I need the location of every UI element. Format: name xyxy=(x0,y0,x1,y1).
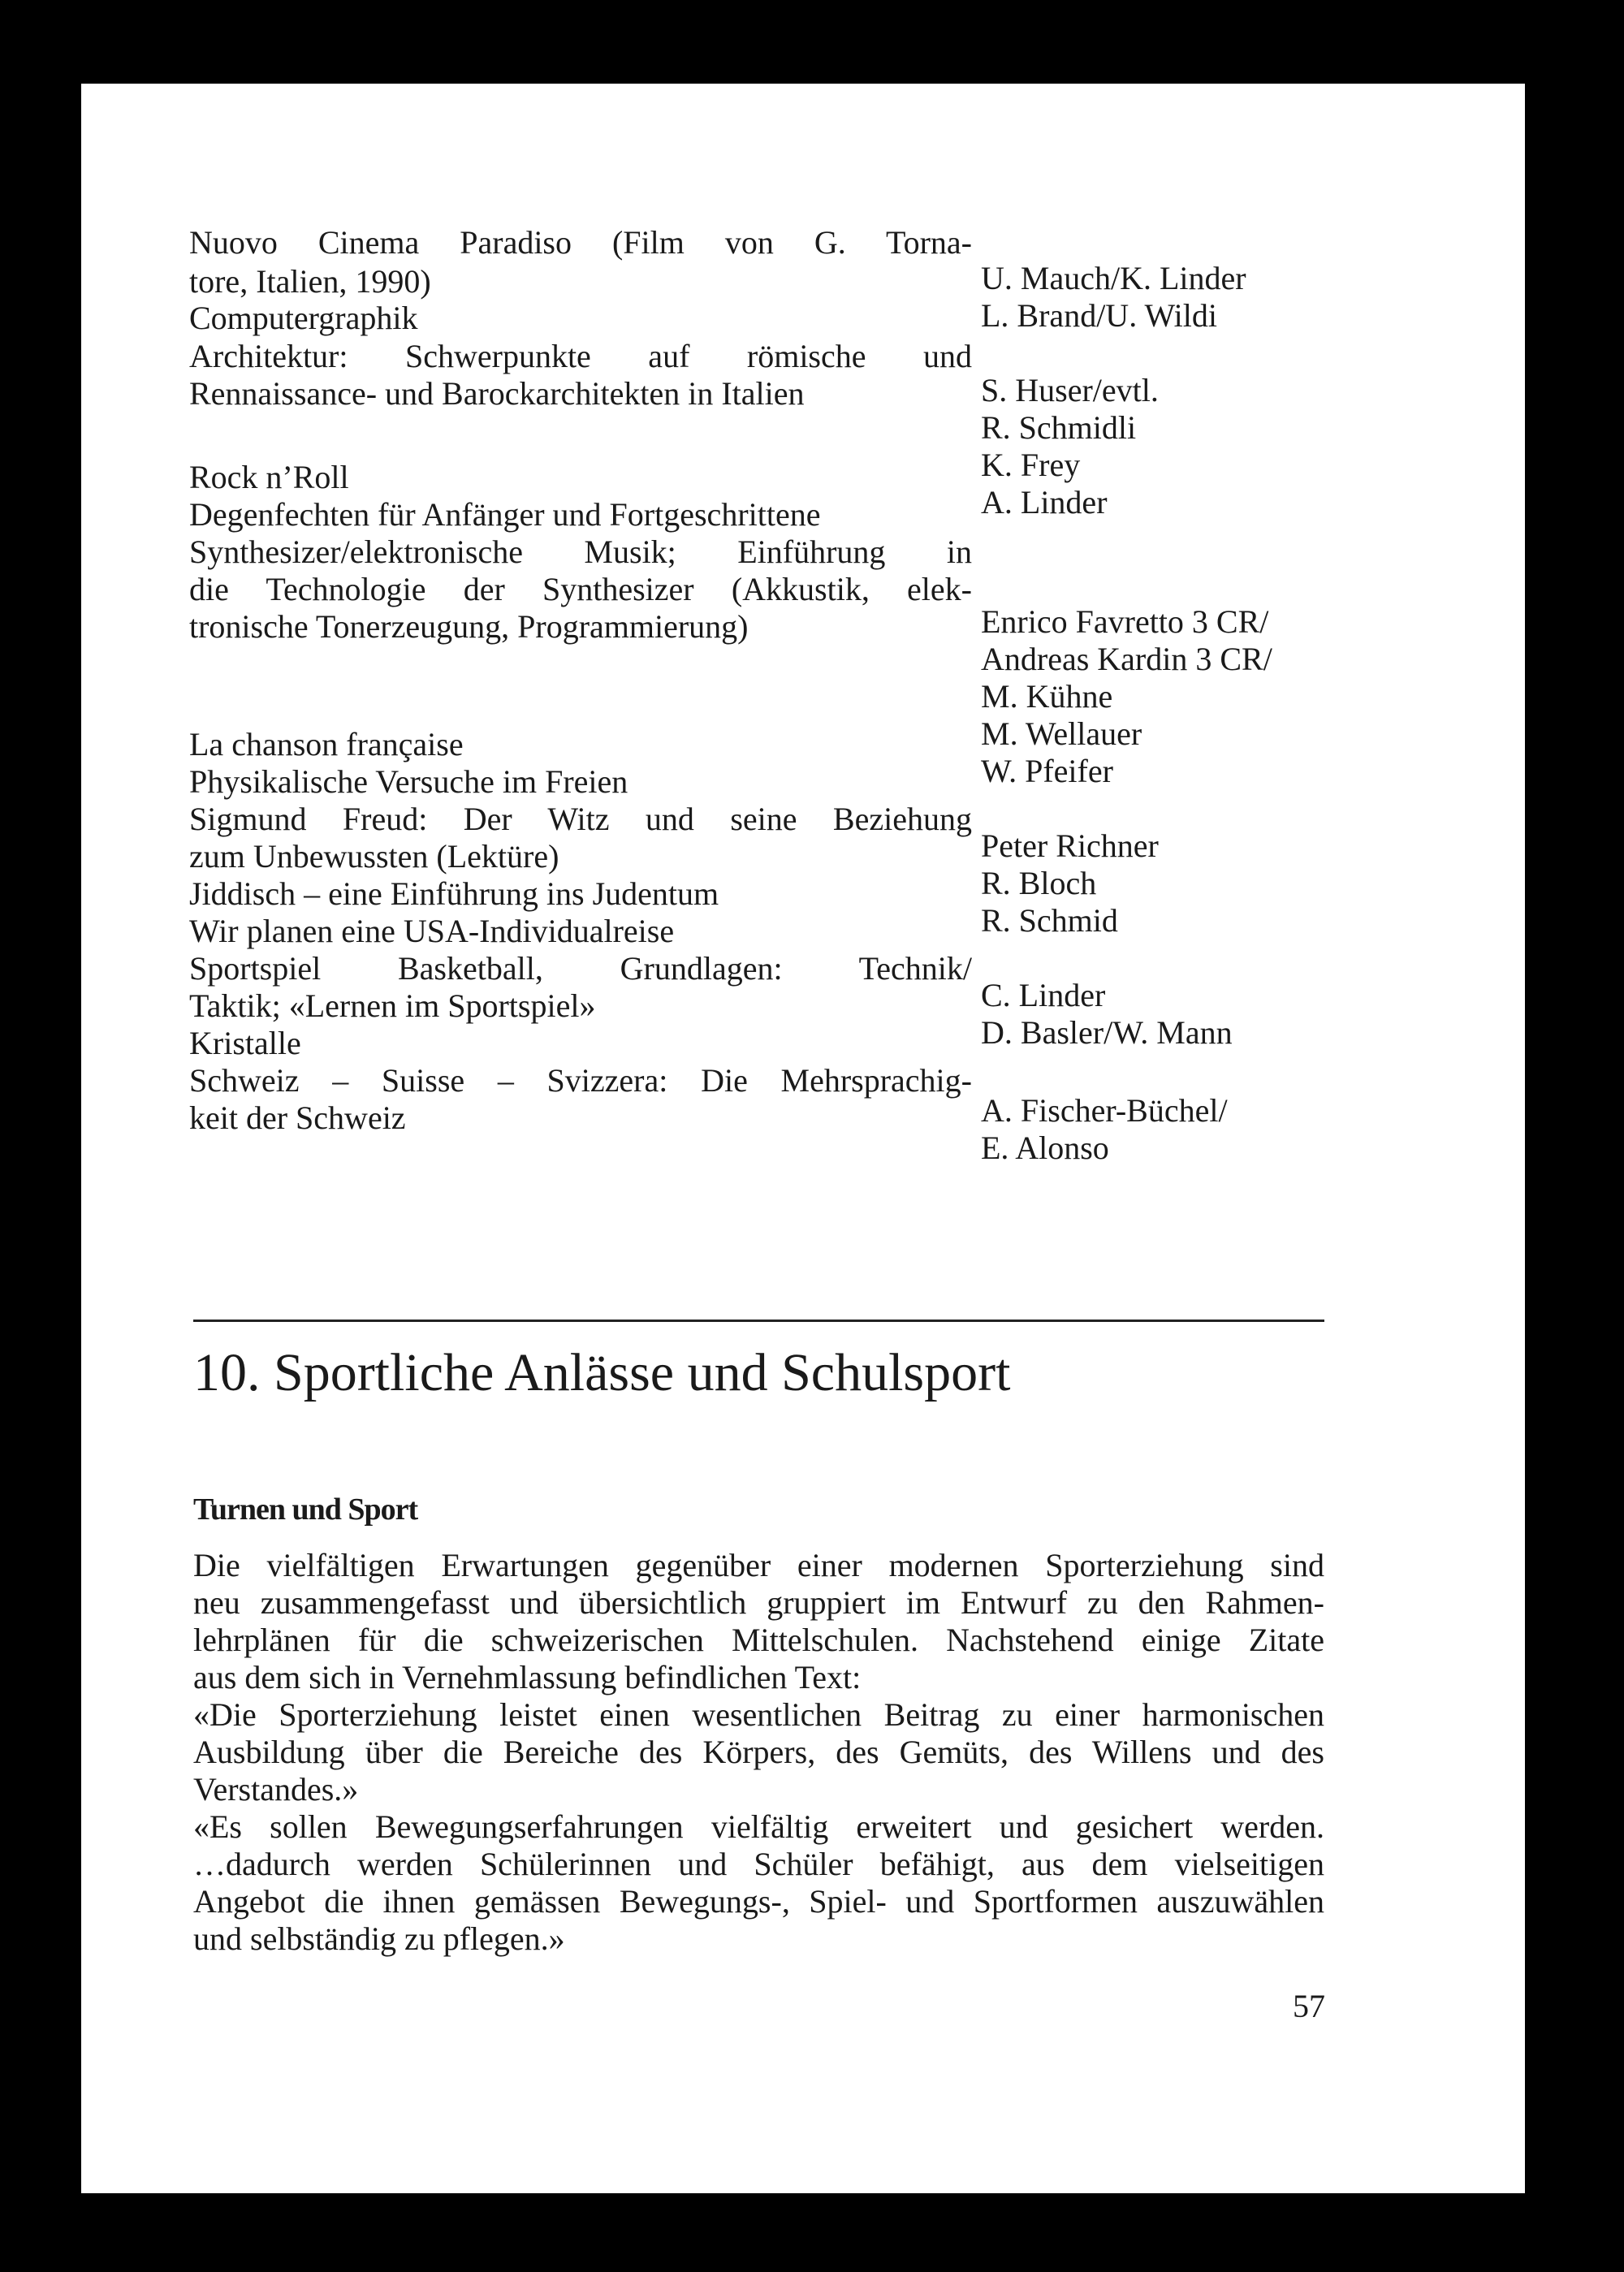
right-line: S. Huser/evtl. xyxy=(981,372,1159,408)
left-line: Taktik; «Lernen im Sportspiel» xyxy=(189,987,596,1024)
right-line: M. Wellauer xyxy=(981,715,1142,752)
left-line: Synthesizer/elektronische Musik; Einführung in xyxy=(189,533,972,570)
left-line: Rock n’Roll xyxy=(189,459,349,495)
paragraph-line: Verstandes.» xyxy=(193,1771,359,1808)
left-line: tore, Italien, 1990) xyxy=(189,263,431,300)
left-line: keit der Schweiz xyxy=(189,1099,406,1136)
right-line: R. Schmid xyxy=(981,902,1118,939)
right-line: A. Fischer-Büchel/ xyxy=(981,1092,1228,1129)
right-line: W. Pfeifer xyxy=(981,753,1113,789)
paragraph-line: Die vielfältigen Erwartungen gegenüber einer modernen Sporterziehung sind xyxy=(193,1547,1324,1583)
left-line: Kristalle xyxy=(189,1025,301,1061)
left-line: Wir planen eine USA-Individualreise xyxy=(189,913,675,949)
paragraph-line: neu zusammengefasst und übersichtlich gruppiert im Entwurf zu den Rahmen- xyxy=(193,1584,1324,1621)
right-line: Peter Richner xyxy=(981,827,1159,864)
left-line: Nuovo Cinema Paradiso (Film von G. Torna- xyxy=(189,224,972,261)
right-line: D. Basler/W. Mann xyxy=(981,1014,1233,1051)
left-line: Computergraphik xyxy=(189,300,418,336)
left-line: Schweiz – Suisse – Svizzera: Die Mehrsprachig- xyxy=(189,1062,972,1099)
left-line: die Technologie der Synthesizer (Akkustik, elek- xyxy=(189,571,972,607)
right-line: M. Kühne xyxy=(981,678,1113,715)
paragraph-line: und selbständig zu pflegen.» xyxy=(193,1920,565,1957)
paragraph-line: Ausbildung über die Bereiche des Körpers, des Gemüts, des Willens und des xyxy=(193,1734,1324,1770)
left-line: Sigmund Freud: Der Witz und seine Beziehung xyxy=(189,801,972,837)
right-line: Andreas Kardin 3 CR/ xyxy=(981,641,1272,677)
left-line: La chanson française xyxy=(189,726,464,762)
document-page xyxy=(81,84,1525,2193)
paragraph-line: aus dem sich in Vernehmlassung befindlichen Text: xyxy=(193,1659,862,1695)
left-line: Architektur: Schwerpunkte auf römische und xyxy=(189,338,972,374)
paragraph-line: «Es sollen Bewegungserfahrungen vielfältig erweitert und gesichert werden. xyxy=(193,1808,1324,1845)
right-line: A. Linder xyxy=(981,484,1108,520)
right-line: R. Bloch xyxy=(981,865,1097,901)
section-divider xyxy=(193,1320,1324,1322)
left-line: Degenfechten für Anfänger und Fortgeschrittene xyxy=(189,496,821,533)
left-line: Jiddisch – eine Einführung ins Judentum xyxy=(189,875,719,912)
left-line: Rennaissance- und Barockarchitekten in Italien xyxy=(189,375,805,412)
right-line: E. Alonso xyxy=(981,1130,1109,1166)
left-line: Sportspiel Basketball, Grundlagen: Technik/ xyxy=(189,950,972,987)
left-line: zum Unbewussten (Lektüre) xyxy=(189,838,559,875)
right-line: C. Linder xyxy=(981,977,1106,1013)
subheading: Turnen und Sport xyxy=(193,1492,418,1527)
section-heading: 10. Sportliche Anlässe und Schulsport xyxy=(193,1343,1011,1402)
left-line: tronische Tonerzeugung, Programmierung) xyxy=(189,608,749,645)
right-line: Enrico Favretto 3 CR/ xyxy=(981,603,1269,640)
paragraph-line: …dadurch werden Schülerinnen und Schüler befähigt, aus dem vielseitigen xyxy=(193,1846,1324,1882)
paragraph-line: «Die Sporterziehung leistet einen wesentlichen Beitrag zu einer harmonischen xyxy=(193,1696,1324,1733)
left-line: Physikalische Versuche im Freien xyxy=(189,763,628,800)
right-line: U. Mauch/K. Linder xyxy=(981,260,1246,296)
paragraph-line: Angebot die ihnen gemässen Bewegungs-, Spiel- und Sportformen auszuwählen xyxy=(193,1883,1324,1920)
paragraph-line: lehrplänen für die schweizerischen Mittelschulen. Nachstehend einige Zitate xyxy=(193,1622,1324,1658)
right-line: R. Schmidli xyxy=(981,409,1137,446)
page-number: 57 xyxy=(1293,1988,1325,2024)
right-line: K. Frey xyxy=(981,447,1081,483)
right-line: L. Brand/U. Wildi xyxy=(981,297,1217,334)
